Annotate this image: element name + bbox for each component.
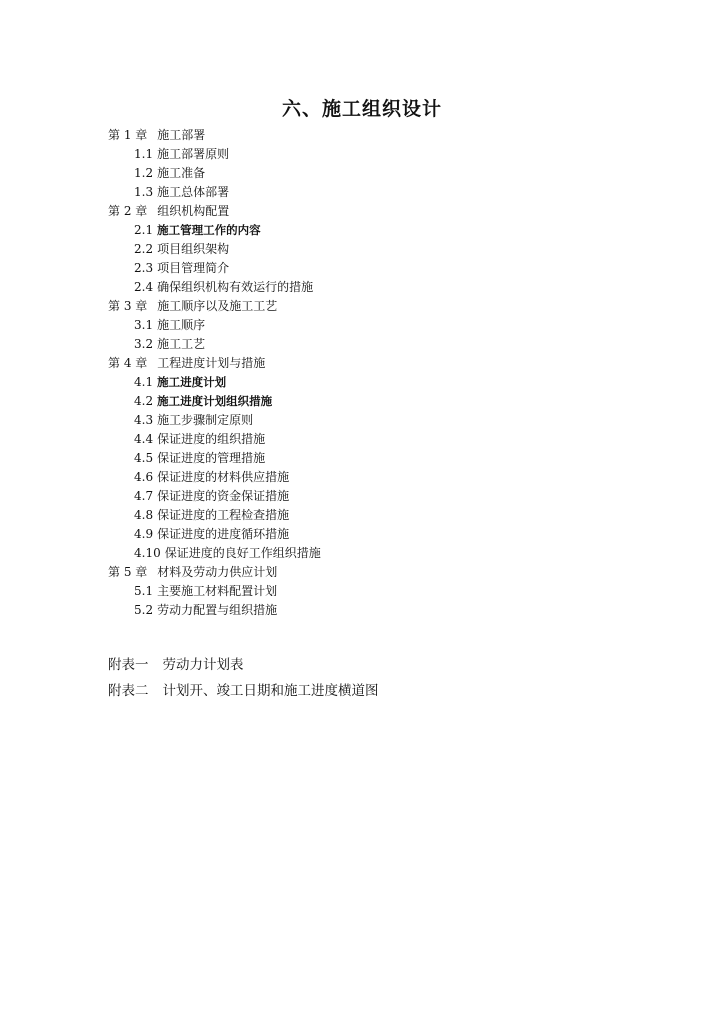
toc-number: 4.10 xyxy=(134,546,161,560)
toc-number: 2.3 xyxy=(134,261,154,275)
toc-section xyxy=(108,487,668,506)
toc-text: 施工顺序以及施工工艺 xyxy=(157,299,278,313)
appendix-item xyxy=(108,652,668,678)
toc-section xyxy=(108,449,668,468)
toc-text: 施工顺序 xyxy=(157,318,206,332)
toc-text: 施工步骤制定原则 xyxy=(157,413,254,427)
toc-section xyxy=(108,601,668,620)
toc-number: 4.4 xyxy=(134,432,154,446)
toc-number: 2.1 xyxy=(134,223,154,237)
toc-text: 施工管理工作的内容 xyxy=(157,223,261,237)
toc-number: 1.3 xyxy=(134,185,154,199)
toc-chapter xyxy=(108,202,668,221)
toc-number: 3.2 xyxy=(134,337,154,351)
toc-text: 施工准备 xyxy=(157,166,206,180)
toc-text: 保证进度的进度循环措施 xyxy=(157,527,290,541)
toc-text: 保证进度的资金保证措施 xyxy=(157,489,290,503)
toc-text: 劳动力配置与组织措施 xyxy=(157,603,278,617)
toc-section xyxy=(108,145,668,164)
toc-chapter xyxy=(108,563,668,582)
toc-number: 5.1 xyxy=(134,584,154,598)
toc-number: 2.2 xyxy=(134,242,154,256)
appendix-item xyxy=(108,678,668,704)
toc-section xyxy=(108,411,668,430)
toc-number: 第 5 章 xyxy=(108,565,148,579)
toc-number: 4.8 xyxy=(134,508,154,522)
toc-section xyxy=(108,183,668,202)
appendix-number: 附表二 xyxy=(108,683,149,699)
toc-number: 5.2 xyxy=(134,603,154,617)
toc-section xyxy=(108,278,668,297)
toc-number: 4.6 xyxy=(134,470,154,484)
toc-number: 1.2 xyxy=(134,166,154,180)
page-title: 六、施工组织设计 xyxy=(281,98,442,120)
toc-number: 第 4 章 xyxy=(108,356,148,370)
appendix-number: 附表一 xyxy=(108,657,149,673)
toc-number: 第 1 章 xyxy=(108,128,148,142)
toc-number: 第 3 章 xyxy=(108,299,148,313)
toc-text: 项目管理简介 xyxy=(157,261,230,275)
toc-text: 施工总体部署 xyxy=(157,185,230,199)
toc-text: 保证进度的材料供应措施 xyxy=(157,470,290,484)
toc-text: 组织机构配置 xyxy=(157,204,230,218)
toc-text: 主要施工材料配置计划 xyxy=(157,584,278,598)
toc-text: 施工部署 xyxy=(157,128,206,142)
toc-section xyxy=(108,392,668,411)
toc-number: 4.5 xyxy=(134,451,154,465)
appendix-text: 计划开、竣工日期和施工进度横道图 xyxy=(162,683,379,699)
toc-text: 项目组织架构 xyxy=(157,242,230,256)
toc-text: 保证进度的组织措施 xyxy=(157,432,266,446)
toc-text: 施工工艺 xyxy=(157,337,206,351)
toc-text: 保证进度的良好工作组织措施 xyxy=(164,546,321,560)
toc-section xyxy=(108,506,668,525)
toc-number: 4.3 xyxy=(134,413,154,427)
toc-section xyxy=(108,430,668,449)
toc-number: 4.1 xyxy=(134,375,154,389)
toc-text: 材料及劳动力供应计划 xyxy=(157,565,278,579)
appendix-list xyxy=(108,652,668,704)
toc-section xyxy=(108,221,668,240)
toc-section xyxy=(108,259,668,278)
toc-text: 工程进度计划与措施 xyxy=(157,356,266,370)
toc-section xyxy=(108,544,668,563)
toc-section xyxy=(108,164,668,183)
toc-text: 保证进度的工程检查措施 xyxy=(157,508,290,522)
toc-text: 施工进度计划 xyxy=(157,375,227,389)
toc-section xyxy=(108,468,668,487)
table-of-contents xyxy=(108,126,668,620)
toc-section xyxy=(108,316,668,335)
toc-number: 3.1 xyxy=(134,318,154,332)
appendix-text: 劳动力计划表 xyxy=(162,657,244,673)
toc-section xyxy=(108,525,668,544)
toc-number: 4.2 xyxy=(134,394,154,408)
toc-section xyxy=(108,240,668,259)
toc-section xyxy=(108,373,668,392)
toc-section xyxy=(108,582,668,601)
toc-number: 1.1 xyxy=(134,147,154,161)
toc-number: 4.7 xyxy=(134,489,154,503)
toc-number: 2.4 xyxy=(134,280,154,294)
toc-chapter xyxy=(108,297,668,316)
toc-number: 第 2 章 xyxy=(108,204,148,218)
toc-text: 施工部署原则 xyxy=(157,147,230,161)
toc-chapter xyxy=(108,354,668,373)
toc-number: 4.9 xyxy=(134,527,154,541)
toc-text: 保证进度的管理措施 xyxy=(157,451,266,465)
toc-section xyxy=(108,335,668,354)
toc-text: 施工进度计划组织措施 xyxy=(157,394,273,408)
toc-text: 确保组织机构有效运行的措施 xyxy=(157,280,314,294)
toc-chapter xyxy=(108,126,668,145)
